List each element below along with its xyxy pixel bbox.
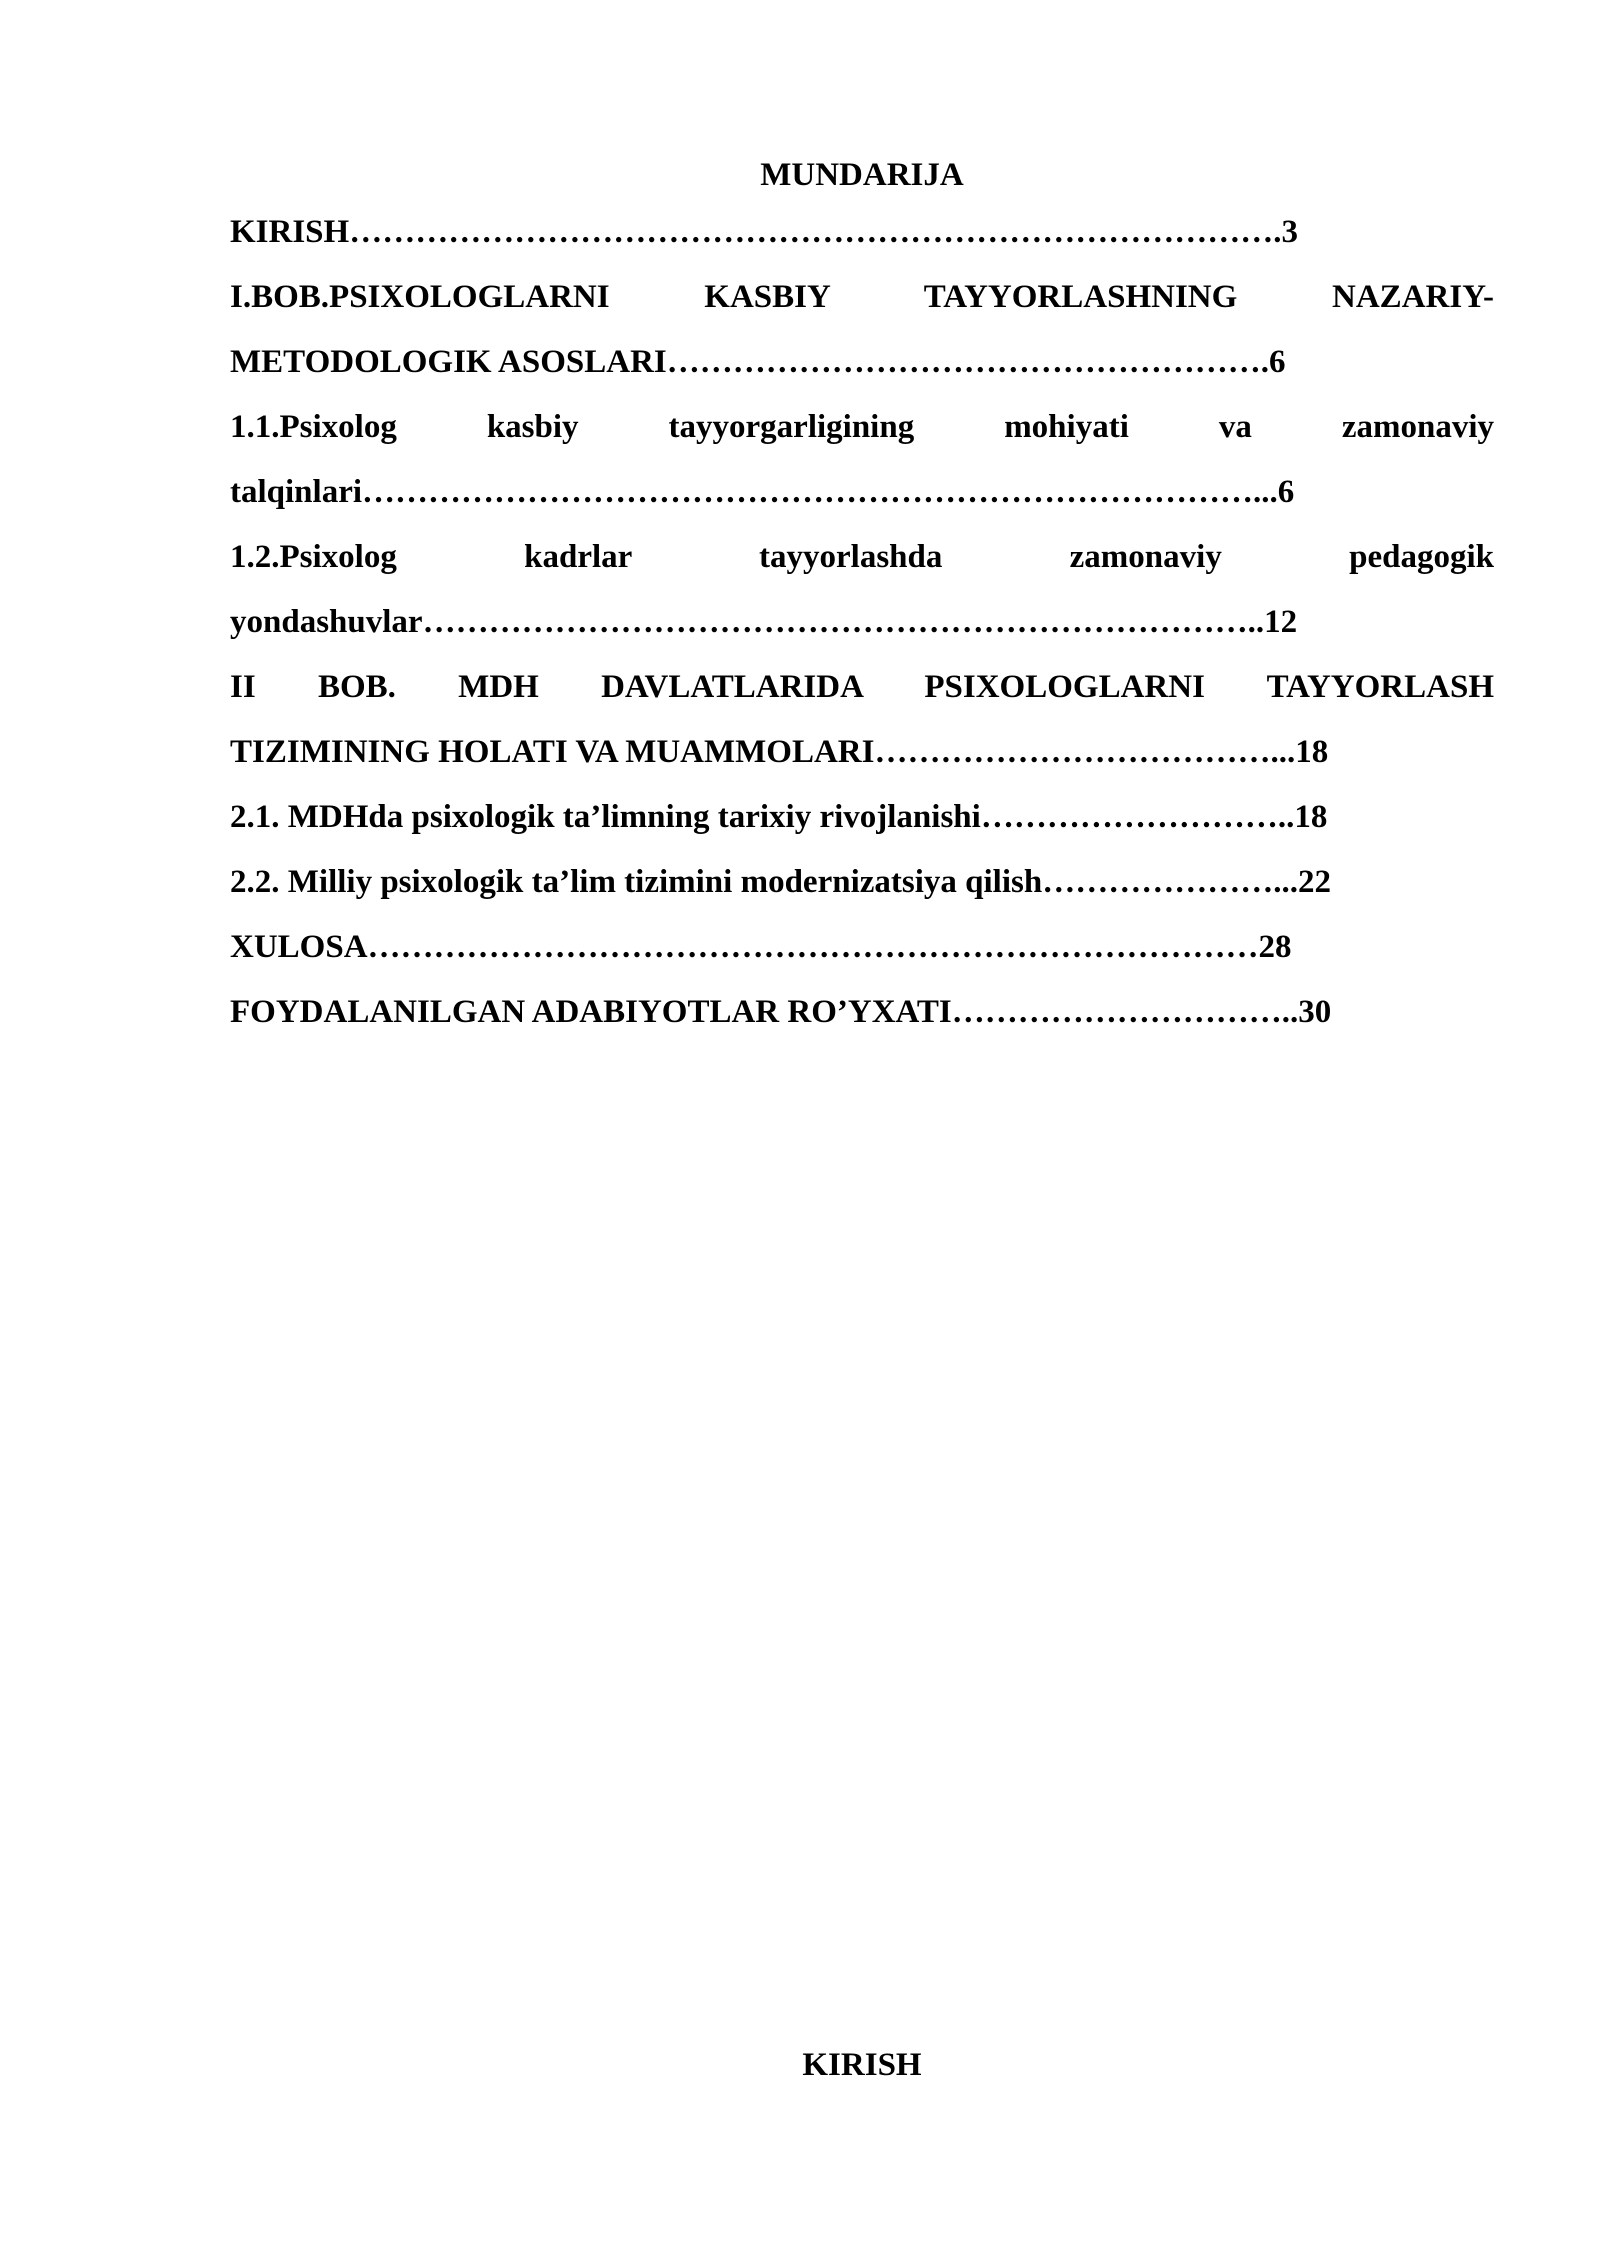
toc-entry-xulosa: XULOSA………………………………………………………………………28 [230,929,1292,965]
toc-entry-chapter-2-title: II BOB. MDH DAVLATLARIDA PSIXOLOGLARNI TAYYORLASH [230,669,1494,705]
toc-entry-chapter-1-title: I.BOB.PSIXOLOGLARNI KASBIY TAYYORLASHNING NAZARIY- [230,279,1494,315]
section-heading-kirish: KIRISH [802,2047,922,2083]
toc-entry-section-1-2-cont: yondashuvlar…………………………………………………………………..12 [230,604,1298,640]
toc-entry-section-1-1: 1.1.Psixolog kasbiy tayyorgarligining mohiyati va zamonaviy [230,409,1494,445]
table-of-contents [230,150,1494,1045]
toc-entry-section-1-1-cont: talqinlari………………………………………………………………………...6 [230,474,1295,510]
toc-title: MUNDARIJA [760,157,964,193]
toc-entry-kirish: KIRISH………………………………………………………………………….3 [230,214,1298,250]
toc-entry-section-1-2: 1.2.Psixolog kadrlar tayyorlashda zamonaviy pedagogik [230,539,1494,575]
toc-entry-chapter-2-title-cont: TIZIMINING HOLATI VA MUAMMOLARI………………………………...18 [230,734,1329,770]
toc-entry-references: FOYDALANILGAN ADABIYOTLAR RO’YXATI…………………………..30 [230,994,1332,1030]
toc-entry-chapter-1-title-cont: METODOLOGIK ASOSLARI……………………………………………….6 [230,344,1286,380]
toc-entry-section-2-1: 2.1. MDHda psixologik ta’limning tarixiy rivojlanishi………………………..18 [230,799,1328,835]
toc-entry-section-2-2: 2.2. Milliy psixologik ta’lim tizimini modernizatsiya qilish…………………...22 [230,864,1331,900]
